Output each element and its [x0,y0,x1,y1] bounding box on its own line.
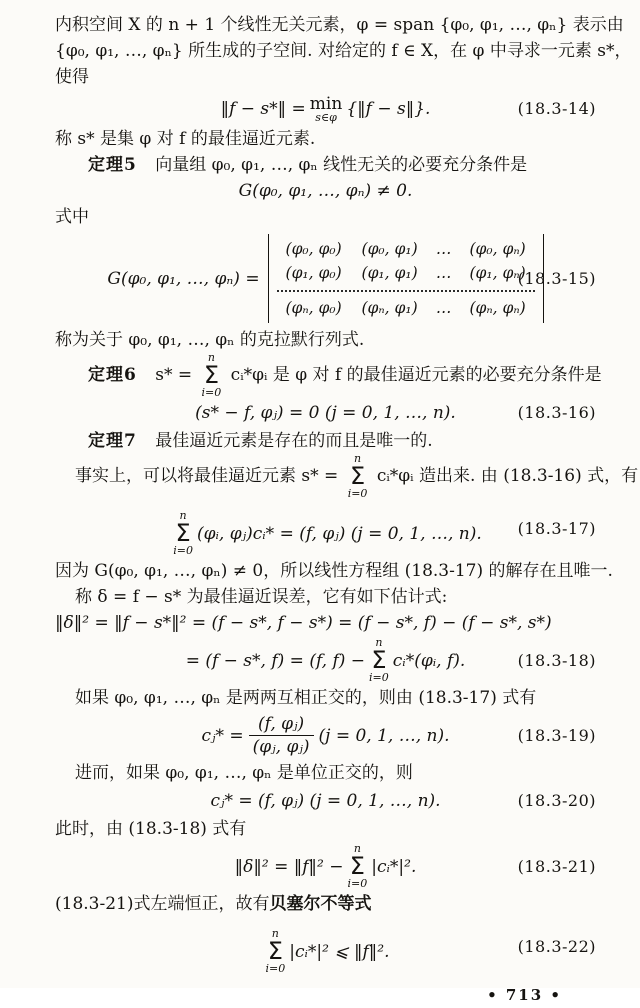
theorem-6-text: cᵢ*φᵢ 是 φ 对 f 的最佳逼近元素的必要充分条件是 [230,365,602,385]
determinant-cell: (φ₁, φ₁) [361,264,418,282]
sigma-sum [265,929,285,974]
sigma-sum [348,454,368,499]
sigma-symbol: Σ [371,646,387,674]
determinant-cell: (φₙ, φ₀) [285,299,342,317]
eq17-body: (φᵢ, φⱼ)cᵢ* = (f, φⱼ) (j = 0, 1, …, n). [196,523,482,544]
construction-post: cᵢ*φᵢ 造出来. 由 (18.3-16) 式，有 [376,466,639,486]
determinant-cell: … [435,240,452,258]
theorem-5-text: 向量组 φ₀, φ₁, …, φₙ 线性无关的必要充分条件是 [155,155,528,175]
equation-label: (18.3-22) [517,936,596,956]
sum-upper-limit: n [179,509,187,522]
sigma-sum [369,638,389,683]
sum-lower-limit: i=0 [173,544,193,557]
paragraph-unique-solution: 因为 G(φ₀, φ₁, …, φₙ) ≠ 0，所以线性方程组 (18.3-17) 的解存在且唯一. [55,561,613,581]
determinant-cell: (φ₁, φ₀) [285,264,342,282]
eq21-pre: ‖δ‖² = ‖f‖² − [234,856,344,877]
paragraph-construction [55,452,639,500]
determinant-cell: … [435,299,452,317]
eq21-post: |cᵢ*|². [371,856,417,877]
fraction-numerator: (f, φⱼ) [258,714,305,734]
equation-label: (18.3-16) [517,403,596,422]
equation-label: (18.3-21) [517,856,596,876]
equation-body [210,788,440,814]
equation-label: (18.3-17) [517,518,596,538]
min-underscript: s∈φ [315,111,337,124]
eq20-body: cⱼ* = (f, φⱼ) (j = 0, 1, …, n). [210,791,441,811]
equation-18-3-18-line2 [55,638,596,683]
sum-upper-limit: n [375,636,383,649]
determinant-cell: (φ₀, φ₁) [361,240,418,258]
equation-18-3-16 [55,400,596,426]
eq18-pre: = (f − s*, f) = (f, f) − [185,650,366,671]
eq18-post: cᵢ*(φᵢ, f). [392,650,466,671]
equation-body [261,929,389,974]
bessel-pre: (18.3-21)式左端恒正，故有 [55,894,270,914]
equation-body [107,234,543,323]
min-label: min [309,94,343,114]
min-operator [310,95,343,123]
theorem-6-pre: s* = [155,365,198,385]
determinant-cell: (φ₁, φₙ) [469,264,526,282]
eq22-body: |cᵢ*|² ⩽ ‖f‖². [289,941,390,962]
sum-lower-limit: i=0 [347,487,368,500]
determinant-body [268,234,544,323]
gram-nonzero-condition: G(φ₀, φ₁, …, φₙ) ≠ 0. [238,181,413,201]
sigma-sum [173,511,193,556]
determinant-cell: (φ₀, φ₀) [285,240,342,258]
equation-label: (18.3-14) [517,99,596,118]
equation-18-3-18-line1: ‖δ‖² = ‖f − s*‖² = (f − s*, f − s*) = (f − s*, f) − (f − s*, s*) [55,613,552,633]
theorem-6 [55,351,602,399]
eq14-rhs: {‖f − s‖}. [346,99,431,119]
equation-label: (18.3-18) [517,650,596,670]
determinant-dots-row [277,290,535,292]
paragraph-orthogonal-case: 如果 φ₀, φ₁, …, φₙ 是两两互相正交的，则由 (18.3-17) 式有 [75,688,537,708]
determinant-cell: (φ₀, φₙ) [469,240,526,258]
theorem-6-tag: 定理6 [88,365,137,385]
theorem-7-tag: 定理7 [88,431,137,451]
gram-determinant [268,234,544,323]
construction-pre: 事实上，可以将最佳逼近元素 s* = [75,466,344,486]
determinant-cell: (φₙ, φ₁) [361,299,418,317]
theorem-7-text: 最佳逼近元素是存在的而且是唯一的. [155,431,433,451]
paragraph-then-by-18: 此时，由 (18.3-18) 式有 [55,819,247,839]
paragraph-orthonormal-case: 进而，如果 φ₀, φ₁, …, φₙ 是单位正交的，则 [75,763,413,783]
theorem-7 [55,428,596,454]
eq15-lhs: G(φ₀, φ₁, …, φₙ) = [107,268,260,289]
sigma-symbol: Σ [175,519,191,547]
equation-body [186,638,466,683]
sum-upper-limit: n [353,842,361,855]
paragraph-gram-name: 称为关于 φ₀, φ₁, …, φₙ 的克拉默行列式. [55,330,365,350]
intro-line-1: 内积空间 X 的 n + 1 个线性无关元素，φ = span {φ₀, φ₁, …, φₙ} 表示由 [55,15,624,35]
eq19-rhs: (j = 0, 1, …, n). [318,725,450,746]
equation-body [169,511,482,556]
equation-18-3-17 [55,501,596,556]
equation-18-3-19 [55,713,596,758]
intro-line-3: 使得 [55,67,89,87]
theorem-5 [55,152,596,178]
sigma-sum [202,353,222,398]
paragraph-where: 式中 [55,207,89,227]
paragraph-best-approx: 称 s* 是集 φ 对 f 的最佳逼近元素. [55,129,316,149]
sum-lower-limit: i=0 [347,877,368,890]
equation-18-3-20 [55,788,596,814]
sigma-symbol: Σ [203,361,219,389]
page-number: • 713 • [487,986,562,1004]
sigma-symbol: Σ [267,937,283,965]
equation-label: (18.3-20) [517,791,596,810]
intro-line-2: {φ₀, φ₁, …, φₙ} 所生成的子空间. 对给定的 f ∈ X，在 φ 中寻求一元素 s*， [55,41,632,61]
equation-18-3-14 [55,95,596,123]
eq19-lhs: cⱼ* = [201,725,244,746]
paragraph-bessel [55,891,596,917]
equation-18-3-22 [55,919,596,974]
fraction-denominator: (φⱼ, φⱼ) [249,735,314,758]
sigma-symbol: Σ [349,852,365,880]
determinant-row [276,261,536,285]
sum-lower-limit: i=0 [201,386,222,399]
eq16-body: (s* − f, φⱼ) = 0 (j = 0, 1, …, n). [195,403,456,423]
sum-upper-limit: n [354,452,362,465]
bessel-inequality-name: 贝塞尔不等式 [269,894,372,914]
sum-lower-limit: i=0 [369,671,389,684]
eq14-lhs: ‖f − s*‖ = [220,99,306,119]
determinant-cell: … [435,264,452,282]
sigma-sum [348,844,368,889]
equation-body [201,713,449,758]
equation-body [221,95,431,123]
equation-label: (18.3-15) [517,268,596,288]
paragraph-error-def: 称 δ = f − s* 为最佳逼近误差，它有如下估计式: [75,587,448,607]
determinant-row [276,237,536,261]
sigma-symbol: Σ [349,462,366,490]
equation-18-3-21 [55,844,596,889]
theorem-5-tag: 定理5 [88,155,137,175]
equation-label: (18.3-19) [517,725,596,745]
sum-lower-limit: i=0 [265,962,286,975]
determinant-row [276,296,536,320]
equation-body [235,844,417,889]
sum-upper-limit: n [207,351,215,364]
equation-18-3-15 [55,234,596,323]
determinant-cell: (φₙ, φₙ) [469,299,526,317]
fraction [249,713,314,758]
sum-upper-limit: n [271,927,279,940]
equation-body [195,400,456,426]
